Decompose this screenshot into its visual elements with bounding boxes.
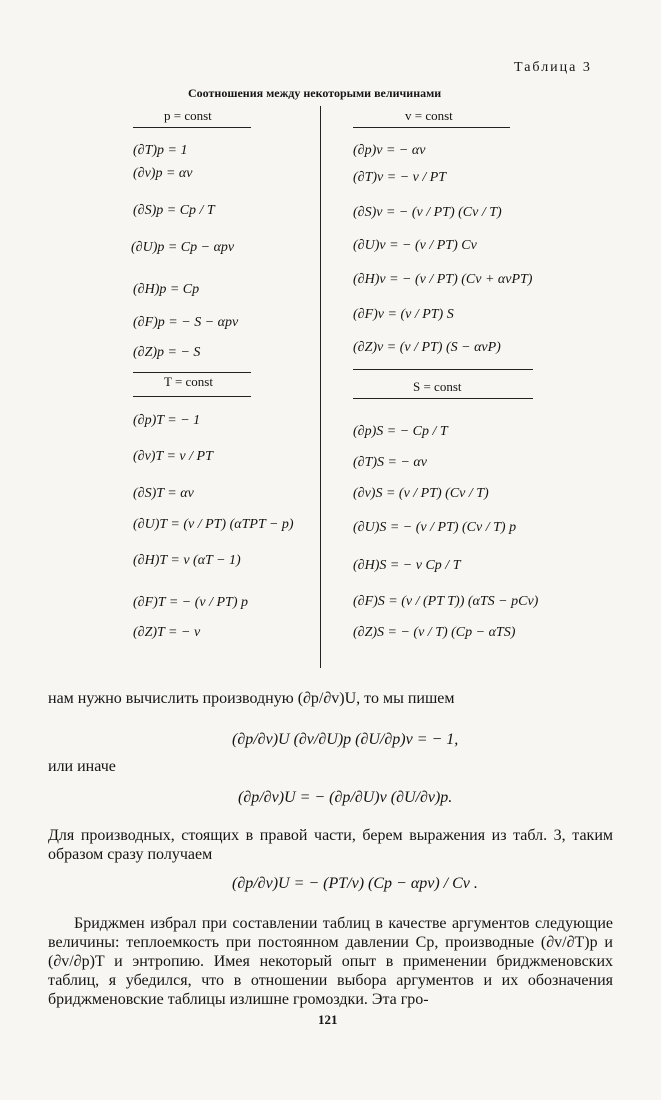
header-p-const: p = const xyxy=(164,108,212,123)
v-const-row: (∂U)v = − (v / PT) Cv xyxy=(353,238,477,253)
header-v-const: v = const xyxy=(405,108,453,123)
p-const-row: (∂F)p = − S − αpv xyxy=(133,315,239,330)
S-const-row: (∂F)S = (v / (PT T)) (αTS − pCv) xyxy=(353,594,539,609)
p-const-row: (∂U)p = Cp − αpv xyxy=(131,240,235,255)
table-title: Соотношения между некоторыми величинами xyxy=(188,86,442,100)
p-const-row: (∂H)p = Cp xyxy=(133,282,200,297)
v-const-row: (∂Z)v = (v / PT) (S − αvP) xyxy=(353,340,501,355)
v-section-end-rule xyxy=(353,369,533,370)
v-const-row: (∂F)v = (v / PT) S xyxy=(353,307,454,322)
table-caption: Таблица 3 xyxy=(514,60,592,75)
paragraph-3: Бриджмен избрал при составлении таблиц в качестве аргументов следующие величины: теплоемкость при постоянном давлении Cp, производные (∂v/∂T)p и (∂v/∂p)T и энтропию. Имея некоторый опыт в применении бриджменовских таблиц, я убедился, что в отношении выбора аргументов и их обозначения бриджменовские таблицы излишне громоздки. Эта гро- xyxy=(48,915,613,1008)
p-section-end-rule xyxy=(133,372,251,373)
page-number: 121 xyxy=(318,1012,338,1027)
header-T-const: T = const xyxy=(164,374,213,389)
T-const-row: (∂S)T = αv xyxy=(133,486,194,501)
table-vertical-divider xyxy=(320,106,321,668)
paragraph-2: Для производных, стоящих в правой части, берем выражения из табл. 3, таким образом сразу получаем xyxy=(48,827,613,863)
T-const-row: (∂H)T = v (αT − 1) xyxy=(133,553,241,568)
p-const-row: (∂Z)p = − S xyxy=(133,345,201,360)
p-header-rule xyxy=(133,127,251,128)
body-line-1: нам нужно вычислить производную (∂p/∂v)U, то мы пишем xyxy=(48,690,455,707)
equation-2: (∂p/∂v)U = − (∂p/∂U)v (∂U/∂v)p. xyxy=(238,789,453,806)
S-const-row: (∂p)S = − Cp / T xyxy=(353,424,448,439)
v-const-row: (∂p)v = − αv xyxy=(353,143,426,158)
S-const-row: (∂H)S = − v Cp / T xyxy=(353,558,461,573)
S-const-row: (∂v)S = (v / PT) (Cv / T) xyxy=(353,486,489,501)
S-header-rule xyxy=(353,398,533,399)
header-S-const: S = const xyxy=(413,379,462,394)
T-const-row: (∂Z)T = − v xyxy=(133,625,201,640)
equation-1: (∂p/∂v)U (∂v/∂U)p (∂U/∂p)v = − 1, xyxy=(232,731,459,748)
v-header-rule xyxy=(353,127,510,128)
body-or-else: или иначе xyxy=(48,758,116,775)
v-const-row: (∂H)v = − (v / PT) (Cv + αvPT) xyxy=(353,272,533,287)
S-const-row: (∂U)S = − (v / PT) (Cv / T) p xyxy=(353,520,517,535)
T-const-row: (∂p)T = − 1 xyxy=(133,413,201,428)
v-const-row: (∂T)v = − v / PT xyxy=(353,170,447,185)
p-const-row: (∂T)p = 1 xyxy=(133,143,188,158)
T-const-row: (∂F)T = − (v / PT) p xyxy=(133,595,248,610)
p-const-row: (∂v)p = αv xyxy=(133,166,193,181)
T-header-rule xyxy=(133,396,251,397)
v-const-row: (∂S)v = − (v / PT) (Cv / T) xyxy=(353,205,502,220)
p-const-row: (∂S)p = Cp / T xyxy=(133,203,215,218)
S-const-row: (∂Z)S = − (v / T) (Cp − αTS) xyxy=(353,625,516,640)
T-const-row: (∂U)T = (v / PT) (αTPT − p) xyxy=(133,517,294,532)
equation-3: (∂p/∂v)U = − (PT/v) (Cp − αpv) / Cv . xyxy=(232,875,478,892)
S-const-row: (∂T)S = − αv xyxy=(353,455,427,470)
T-const-row: (∂v)T = v / PT xyxy=(133,449,213,464)
